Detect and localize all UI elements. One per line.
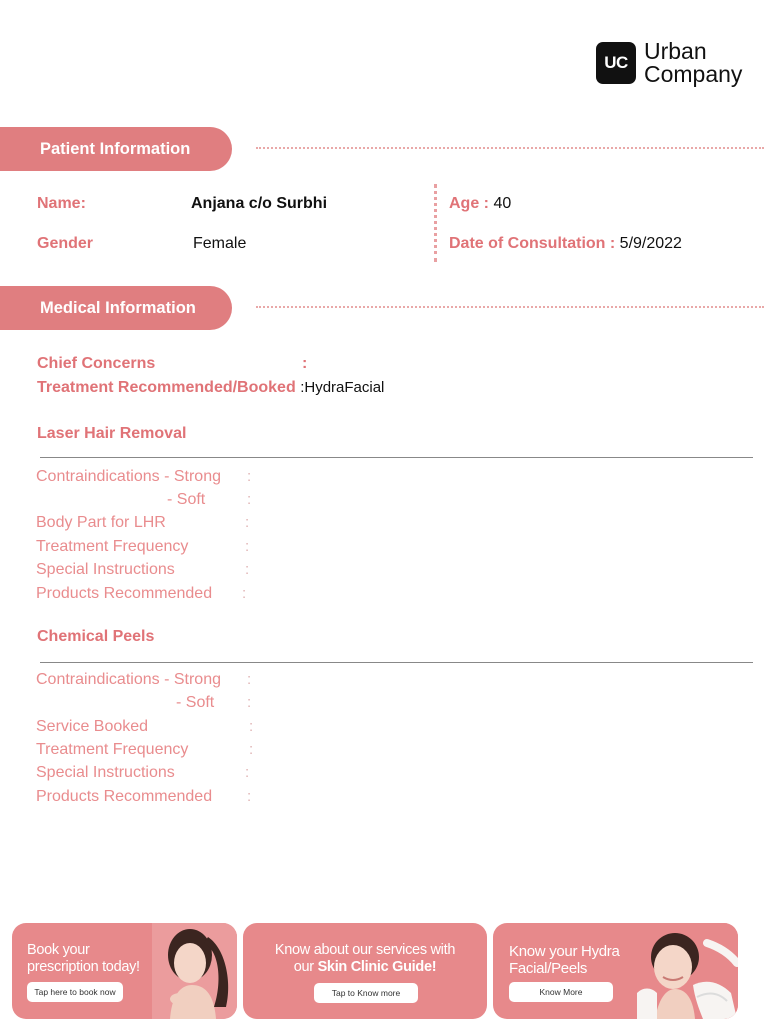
- peels-row-frequency: Treatment Frequency: [36, 741, 189, 758]
- medical-info-header: Medical Information: [0, 286, 232, 330]
- laser-row-products: Products Recommended: [36, 585, 213, 602]
- banner-2-line-2: [243, 959, 487, 976]
- consultation-date-value: 5/9/2022: [619, 235, 682, 252]
- peels-colon: :: [247, 694, 252, 711]
- peels-colon: :: [247, 671, 252, 688]
- brand-logo: [596, 40, 742, 86]
- patient-info-header: Patient Information: [0, 127, 232, 171]
- know-more-button[interactable]: Know More: [509, 982, 613, 1002]
- laser-row-frequency: Treatment Frequency: [36, 538, 189, 555]
- laser-colon: :: [247, 468, 252, 485]
- name-label: Name:: [37, 195, 86, 212]
- skin-clinic-guide-banner[interactable]: [243, 923, 487, 1019]
- banner-1-text: [27, 942, 140, 976]
- laser-row-strong: Contraindications - Strong: [36, 468, 221, 485]
- woman-photo-icon: [152, 923, 237, 1019]
- banner-2-line-2-bold: Skin Clinic Guide!: [317, 959, 437, 975]
- logo-line-1: Urban: [644, 38, 707, 64]
- laser-row-body-part: Body Part for LHR: [36, 514, 166, 531]
- banner-2-line-2-prefix: our: [293, 959, 318, 975]
- consultation-date-label: Date of Consultation :: [449, 235, 616, 252]
- know-more-guide-button[interactable]: Tap to Know more: [314, 983, 418, 1003]
- vertical-dotted-divider: [434, 184, 437, 262]
- laser-row-instructions: Special Instructions: [36, 561, 175, 578]
- banner-2-line-1: Know about our services with: [274, 942, 456, 958]
- peels-rule: [40, 662, 753, 663]
- laser-title: Laser Hair Removal: [37, 425, 187, 442]
- chief-concerns-label: Chief Concerns: [37, 355, 156, 372]
- treatment-field: [37, 379, 384, 397]
- hydra-facial-banner[interactable]: [493, 923, 738, 1019]
- banner-2-text: [243, 942, 487, 976]
- laser-row-soft: - Soft: [167, 491, 206, 508]
- laser-colon: :: [245, 538, 250, 555]
- treatment-label: Treatment Recommended/Booked: [37, 379, 296, 396]
- laser-colon: :: [242, 585, 247, 602]
- banner-3-text: [509, 943, 620, 977]
- gender-label: Gender: [37, 235, 94, 252]
- peels-colon: :: [249, 741, 254, 758]
- logo-line-2: Company: [644, 61, 743, 87]
- peels-colon: :: [245, 764, 250, 781]
- age-value: 40: [493, 195, 512, 212]
- peels-row-strong: Contraindications - Strong: [36, 671, 221, 688]
- treatment-value: :HydraFacial: [300, 379, 385, 396]
- consultation-date-field: [449, 235, 682, 253]
- book-prescription-banner[interactable]: [12, 923, 237, 1019]
- peels-row-instructions: Special Instructions: [36, 764, 175, 781]
- peels-row-soft: - Soft: [176, 694, 215, 711]
- header-dotted-line: [256, 147, 764, 149]
- banner-1-line-1: Book your: [27, 942, 90, 958]
- chief-concerns-colon: :: [302, 355, 308, 372]
- peels-colon: :: [249, 718, 254, 735]
- peels-title: Chemical Peels: [37, 628, 155, 645]
- laser-colon: :: [247, 491, 252, 508]
- peels-row-products: Products Recommended: [36, 788, 213, 805]
- facial-treatment-photo-icon: [633, 923, 738, 1019]
- laser-colon: :: [245, 561, 250, 578]
- logo-text: [644, 40, 742, 86]
- age-label: Age :: [449, 195, 489, 212]
- banner-3-line-1: Know your Hydra: [509, 943, 620, 960]
- gender-value: Female: [193, 235, 247, 252]
- laser-rule: [40, 457, 753, 458]
- logo-badge: UC: [596, 42, 636, 84]
- laser-colon: :: [245, 514, 250, 531]
- name-value: Anjana c/o Surbhi: [191, 195, 328, 212]
- age-field: [449, 195, 511, 213]
- peels-row-service: Service Booked: [36, 718, 149, 735]
- banner-1-line-2: prescription today!: [27, 959, 140, 975]
- book-now-button[interactable]: Tap here to book now: [27, 982, 123, 1002]
- banner-3-line-2: Facial/Peels: [509, 960, 588, 977]
- header-dotted-line: [256, 306, 764, 308]
- peels-colon: :: [247, 788, 252, 805]
